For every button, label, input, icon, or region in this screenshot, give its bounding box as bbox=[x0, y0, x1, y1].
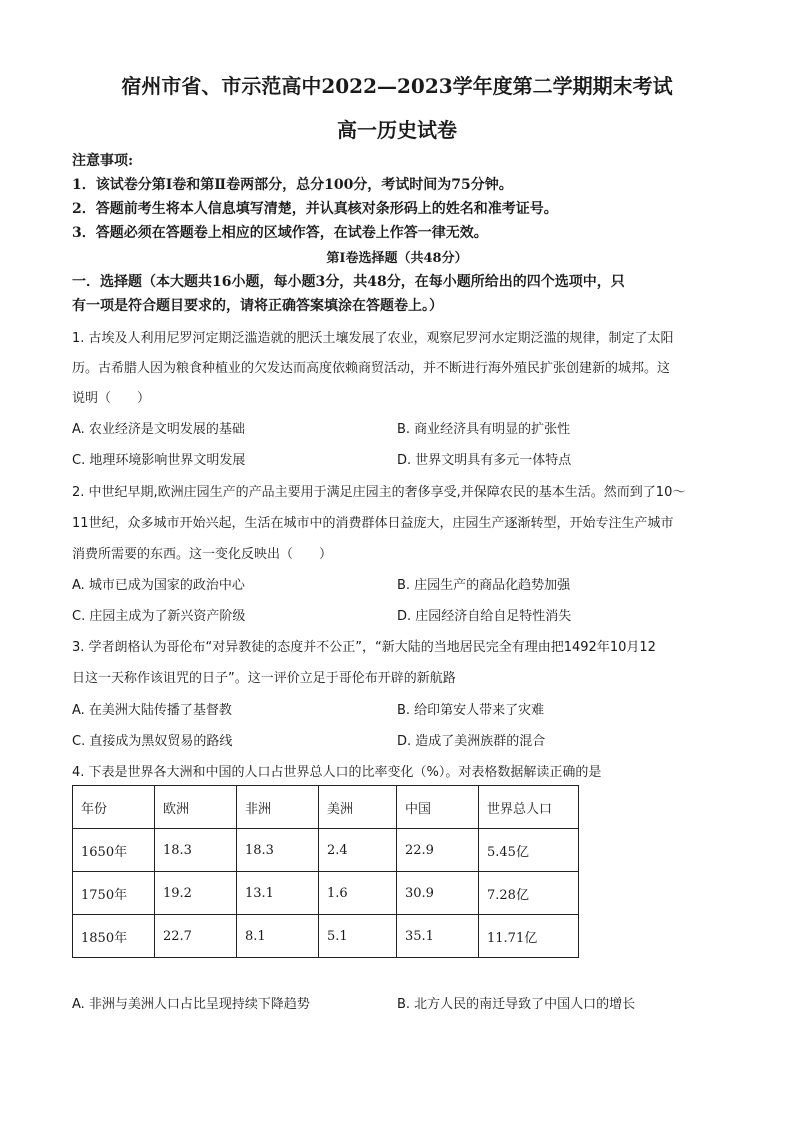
table-cell: 30.9 bbox=[397, 872, 479, 915]
question-1-text: 1. 古埃及人利用尼罗河定期泛滥造就的肥沃土壤发展了农业，观察尼罗河水定期泛滥的规律，制定了太阳 bbox=[72, 331, 674, 346]
option-a: A. 农业经济是文明发展的基础 bbox=[72, 422, 245, 437]
notice-item: 3．答题必须在答题卷上相应的区域作答，在试卷上作答一律无效。 bbox=[72, 225, 488, 241]
option-b: B. 商业经济具有明显的扩张性 bbox=[397, 422, 571, 437]
question-3-text: 3. 学者朗格认为哥伦布“对异教徒的态度并不公正”，“新大陆的当地居民完全有理由把1492年10月12 bbox=[72, 640, 656, 655]
header-cell: 欧洲 bbox=[155, 786, 237, 829]
option-c: C. 直接成为黑奴贸易的路线 bbox=[72, 734, 233, 749]
option-a: A. 城市已成为国家的政治中心 bbox=[72, 578, 245, 593]
option-b: B. 北方人民的南迁导致了中国人口的增长 bbox=[397, 997, 636, 1012]
option-a: A. 在美洲大陆传播了基督教 bbox=[72, 703, 232, 718]
exam-subtitle: 高一历史试卷 bbox=[337, 118, 457, 142]
table-cell: 1650年 bbox=[73, 829, 155, 872]
header-cell: 中国 bbox=[397, 786, 479, 829]
option-c: C. 地理环境影响世界文明发展 bbox=[72, 453, 246, 468]
section-intro: 有一项是符合题目要求的，请将正确答案填涂在答题卷上。） bbox=[72, 298, 443, 314]
table-cell: 5.1 bbox=[319, 915, 397, 958]
table-cell: 22.9 bbox=[397, 829, 479, 872]
table-row bbox=[73, 915, 579, 958]
table-cell: 8.1 bbox=[237, 915, 319, 958]
option-b: B. 庄园生产的商品化趋势加强 bbox=[397, 578, 571, 593]
table-cell: 2.4 bbox=[319, 829, 397, 872]
question-1-text: 历。古希腊人因为粮食种植业的欠发达而高度依赖商贸活动，并不断进行海外殖民扩张创建新的城邦。这 bbox=[72, 361, 671, 376]
question-3-text: 日这一天称作该诅咒的日子”。这一评价立足于哥伦布开辟的新航路 bbox=[72, 671, 456, 686]
header-cell: 美洲 bbox=[319, 786, 397, 829]
question-4-text: 4. 下表是世界各大洲和中国的人口占世界总人口的比率变化（%）。对表格数据解读正确的是 bbox=[72, 765, 602, 780]
population-table bbox=[72, 785, 579, 958]
notice-item: 2．答题前考生将本人信息填写清楚，并认真核对条形码上的姓名和准考证号。 bbox=[72, 201, 558, 217]
question-1-text: 说明（ ） bbox=[72, 391, 151, 406]
header-cell: 非洲 bbox=[237, 786, 319, 829]
option-b: B. 给印第安人带来了灾难 bbox=[397, 703, 545, 718]
table-cell: 1850年 bbox=[73, 915, 155, 958]
question-2-text: 2. 中世纪早期,欧洲庄园生产的产品主要用于满足庄园主的奢侈享受,并保障农民的基本生活。然而到了10～ bbox=[72, 485, 686, 500]
header-cell: 世界总人口 bbox=[479, 786, 579, 829]
option-d: D. 造成了美洲族群的混合 bbox=[397, 734, 546, 749]
table-row bbox=[73, 872, 579, 915]
table-cell: 11.71亿 bbox=[479, 915, 579, 958]
table-cell: 13.1 bbox=[237, 872, 319, 915]
table-cell: 1.6 bbox=[319, 872, 397, 915]
table-cell: 35.1 bbox=[397, 915, 479, 958]
table-cell: 1750年 bbox=[73, 872, 155, 915]
table-cell: 18.3 bbox=[155, 829, 237, 872]
question-2-text: 11世纪，众多城市开始兴起，生活在城市中的消费群体日益庞大，庄园生产逐渐转型，开始专注生产城市 bbox=[72, 516, 674, 531]
option-d: D. 庄园经济自给自足特性消失 bbox=[397, 609, 572, 624]
table-cell: 5.45亿 bbox=[479, 829, 579, 872]
table-cell: 18.3 bbox=[237, 829, 319, 872]
option-a: A. 非洲与美洲人口占比呈现持续下降趋势 bbox=[72, 997, 310, 1012]
header-cell: 年份 bbox=[73, 786, 155, 829]
table-cell: 19.2 bbox=[155, 872, 237, 915]
question-2-text: 消费所需要的东西。这一变化反映出（ ） bbox=[72, 547, 333, 562]
option-c: C. 庄园主成为了新兴资产阶级 bbox=[72, 609, 246, 624]
table-row bbox=[73, 829, 579, 872]
table-header-row bbox=[73, 786, 579, 829]
option-d: D. 世界文明具有多元一体特点 bbox=[397, 453, 572, 468]
table-cell: 7.28亿 bbox=[479, 872, 579, 915]
table-cell: 22.7 bbox=[155, 915, 237, 958]
notice-item: 1．该试卷分第Ⅰ卷和第Ⅱ卷两部分，总分100分，考试时间为75分钟。 bbox=[72, 177, 513, 193]
section-title: 第Ⅰ卷选择题（共48分） bbox=[326, 251, 468, 266]
exam-title: 宿州市省、市示范高中2022—2023学年度第二学期期末考试 bbox=[121, 74, 673, 98]
section-intro: 一．选择题（本大题共16小题，每小题3分，共48分，在每小题所给出的四个选项中，只 bbox=[72, 274, 625, 290]
notice-heading: 注意事项: bbox=[72, 153, 134, 169]
